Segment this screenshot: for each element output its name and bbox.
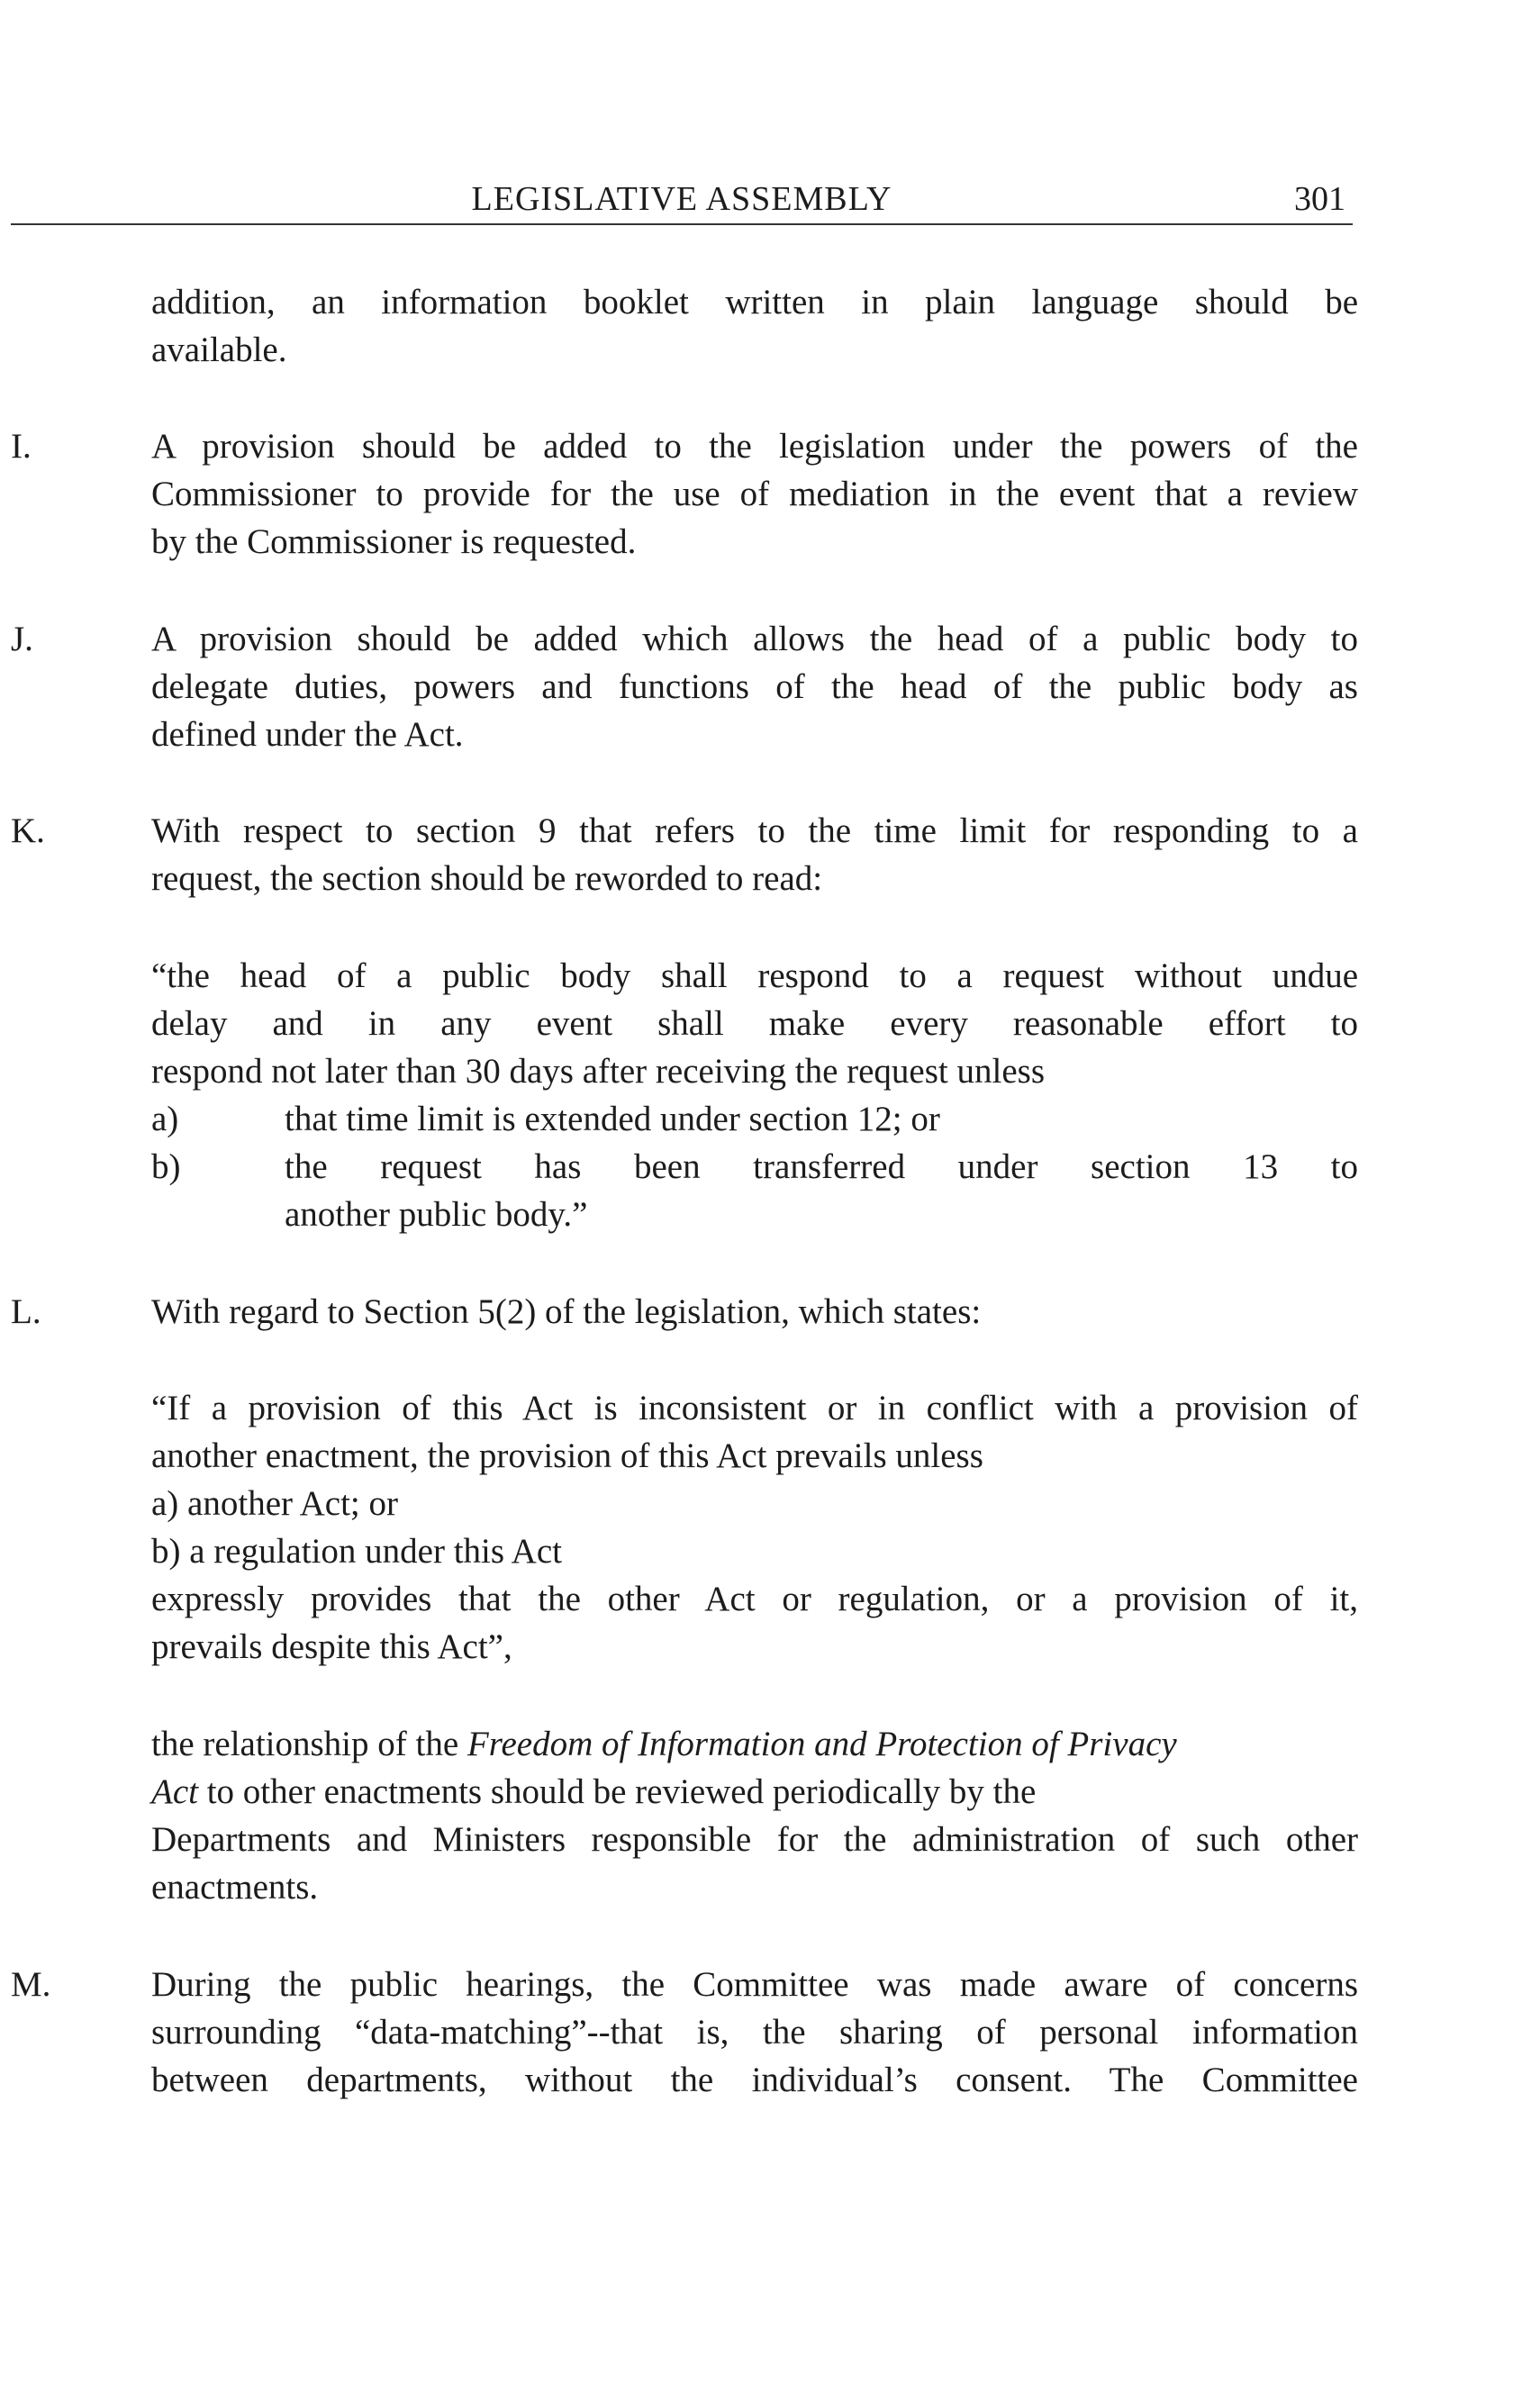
after-line-2-rest: to other enactments should be reviewed periodically by the (197, 1772, 1037, 1811)
item-j-line-3: defined under the Act. (151, 715, 464, 754)
after-prefix: the relationship of the (151, 1725, 467, 1763)
item-k-line-1: With respect to section 9 that refers to the time limit for responding to a (151, 811, 1358, 850)
item-marker-m: M. (11, 1965, 51, 2004)
item-l-quote-line-1: “If a provision of this Act is inconsistent or in conflict with a provision of (151, 1389, 1358, 1427)
intro-line-2: available. (151, 331, 287, 369)
item-k-quote-line-2: delay and in any event shall make every reasonable effort to (151, 1004, 1358, 1043)
act-title-italic-end: Act (151, 1772, 198, 1811)
item-l-after-line-3: Departments and Ministers responsible for the administration of such other (151, 1820, 1358, 1859)
subitem-b-line-2: another public body.” (285, 1195, 588, 1234)
item-marker-i: I. (11, 427, 32, 466)
item-marker-k: K. (11, 811, 45, 850)
item-k-quote-line-3: respond not later than 30 days after receiving the request unless (151, 1052, 1046, 1091)
item-l-quote-line-3: a) another Act; or (151, 1484, 398, 1523)
item-l-quote-line-4: b) a regulation under this Act (151, 1532, 562, 1571)
item-m-line-2: surrounding “data-matching”--that is, the sharing of personal information (151, 2013, 1358, 2052)
item-m-line-1: During the public hearings, the Committee was made aware of concerns (151, 1965, 1358, 2004)
item-k-line-2: request, the section should be reworded to read: (151, 859, 823, 898)
item-i-line-1: A provision should be added to the legislation under the powers of the (151, 427, 1358, 466)
subitem-b-line-1: the request has been transferred under section 13 to (285, 1147, 1358, 1186)
item-j-line-1: A provision should be added which allows the head of a public body to (151, 620, 1358, 658)
item-j-line-2: delegate duties, powers and functions of the head of the public body as (151, 667, 1358, 706)
act-title-italic: Freedom of Information and Protection of Privacy (467, 1725, 1177, 1763)
item-marker-j: J. (11, 620, 33, 658)
item-l-after-line-2 (151, 1768, 1358, 1816)
item-l-after-line-4: enactments. (151, 1868, 319, 1907)
page-number: 301 (1294, 180, 1345, 218)
subitem-b-label: b) (151, 1147, 181, 1186)
item-m-line-3: between departments, without the individual’s consent. The Committee (151, 2061, 1358, 2099)
subitem-a-label: a) (151, 1100, 179, 1138)
item-marker-l: L. (11, 1292, 41, 1331)
item-i-line-2: Commissioner to provide for the use of mediation in the event that a review (151, 475, 1358, 513)
page-header (11, 177, 1353, 225)
item-l-quote-line-6: prevails despite this Act”, (151, 1627, 512, 1666)
item-i-line-3: by the Commissioner is requested. (151, 522, 637, 561)
item-l-quote-line-2: another enactment, the provision of this Act prevails unless (151, 1436, 983, 1475)
item-l-after-line-1 (151, 1720, 1358, 1768)
item-l-quote-line-5: expressly provides that the other Act or regulation, or a provision of it, (151, 1580, 1358, 1618)
item-l-line-1: With regard to Section 5(2) of the legislation, which states: (151, 1292, 982, 1331)
item-k-quote-line-1: “the head of a public body shall respond to a request without undue (151, 956, 1358, 995)
header-title: LEGISLATIVE ASSEMBLY (471, 180, 892, 218)
intro-line-1: addition, an information booklet written in plain language should be (151, 283, 1358, 322)
subitem-a-text: that time limit is extended under section 12; or (285, 1100, 940, 1138)
